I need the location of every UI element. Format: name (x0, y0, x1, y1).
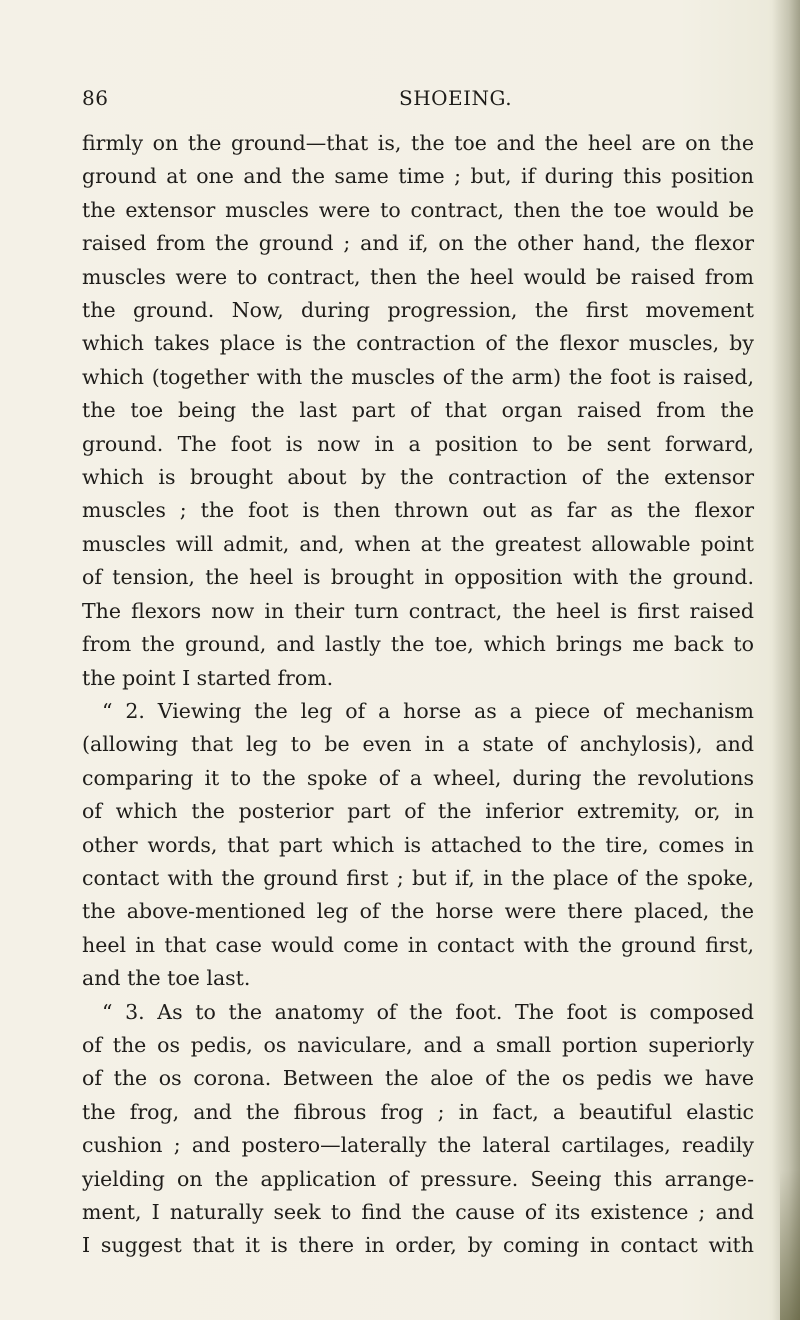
text-line: from the ground, and lastly the toe, which brings me back to (82, 632, 754, 657)
text-line: ground at one and the same time ; but, if during this position (82, 164, 754, 189)
body-text (82, 127, 754, 1263)
text-line: and the toe last. (82, 966, 251, 991)
page-edge-shadow (772, 0, 800, 1320)
text-line: muscles were to contract, then the heel would be raised from (82, 264, 754, 289)
text-line: of which the posterior part of the inferior extremity, or, in (82, 799, 754, 824)
text-line: raised from the ground ; and if, on the other hand, the flexor (82, 231, 754, 256)
text-line: muscles will admit, and, when at the greatest allowable point (82, 531, 754, 556)
text-line: heel in that case would come in contact with the ground first, (82, 932, 754, 957)
text-line: ment, I naturally seek to find the cause of its existence ; and (82, 1200, 754, 1224)
text-line: firmly on the ground—that is, the toe and the heel are on the (82, 131, 754, 155)
text-line: the point I started from. (82, 665, 334, 690)
text-line: cushion ; and postero—laterally the lateral cartilages, readily (82, 1133, 754, 1158)
text-line: I suggest that it is there in order, by coming in contact with (82, 1233, 754, 1258)
paragraph-start-line: “ 2. Viewing the leg of a horse as a piece of mechanism (102, 698, 754, 723)
text-line: contact with the ground first ; but if, in the place of the spoke, (82, 865, 754, 890)
page-number: 86 (82, 86, 109, 110)
text-line: of tension, the heel is brought in opposition with the ground. (82, 565, 754, 590)
text-line: ground. The foot is now in a position to be sent forward, (82, 431, 754, 456)
text-line: The flexors now in their turn contract, the heel is first raised (82, 598, 754, 623)
text-line: the above-mentioned leg of the horse were there placed, the (82, 899, 754, 924)
text-line: (allowing that leg to be even in a state of anchylosis), and (82, 732, 754, 757)
text-line: yielding on the application of pressure. Seeing this arrange- (82, 1166, 754, 1191)
page-header (0, 86, 800, 112)
text-line: of the os pedis, os naviculare, and a small portion superiorly (82, 1032, 754, 1057)
text-line: which takes place is the contraction of the flexor muscles, by (82, 331, 754, 356)
running-head: SHOEING. (399, 86, 513, 110)
text-line: the extensor muscles were to contract, then the toe would be (82, 197, 754, 222)
text-line: which is brought about by the contraction of the extensor (82, 465, 754, 490)
text-line: the toe being the last part of that organ raised from the (82, 398, 754, 423)
page-edge-stain (780, 1170, 800, 1320)
paragraph-start-line: “ 3. As to the anatomy of the foot. The foot is composed (102, 999, 754, 1024)
text-line: comparing it to the spoke of a wheel, during the revolutions (82, 765, 754, 790)
text-line: other words, that part which is attached to the tire, comes in (82, 832, 754, 857)
text-line: the ground. Now, during progression, the first movement (82, 298, 754, 323)
text-line: the frog, and the fibrous frog ; in fact, a beautiful elastic (82, 1099, 754, 1124)
text-line: which (together with the muscles of the arm) the foot is raised, (82, 364, 754, 389)
text-line: muscles ; the foot is then thrown out as far as the flexor (82, 498, 754, 523)
text-line: of the os corona. Between the aloe of the os pedis we have (82, 1066, 754, 1091)
